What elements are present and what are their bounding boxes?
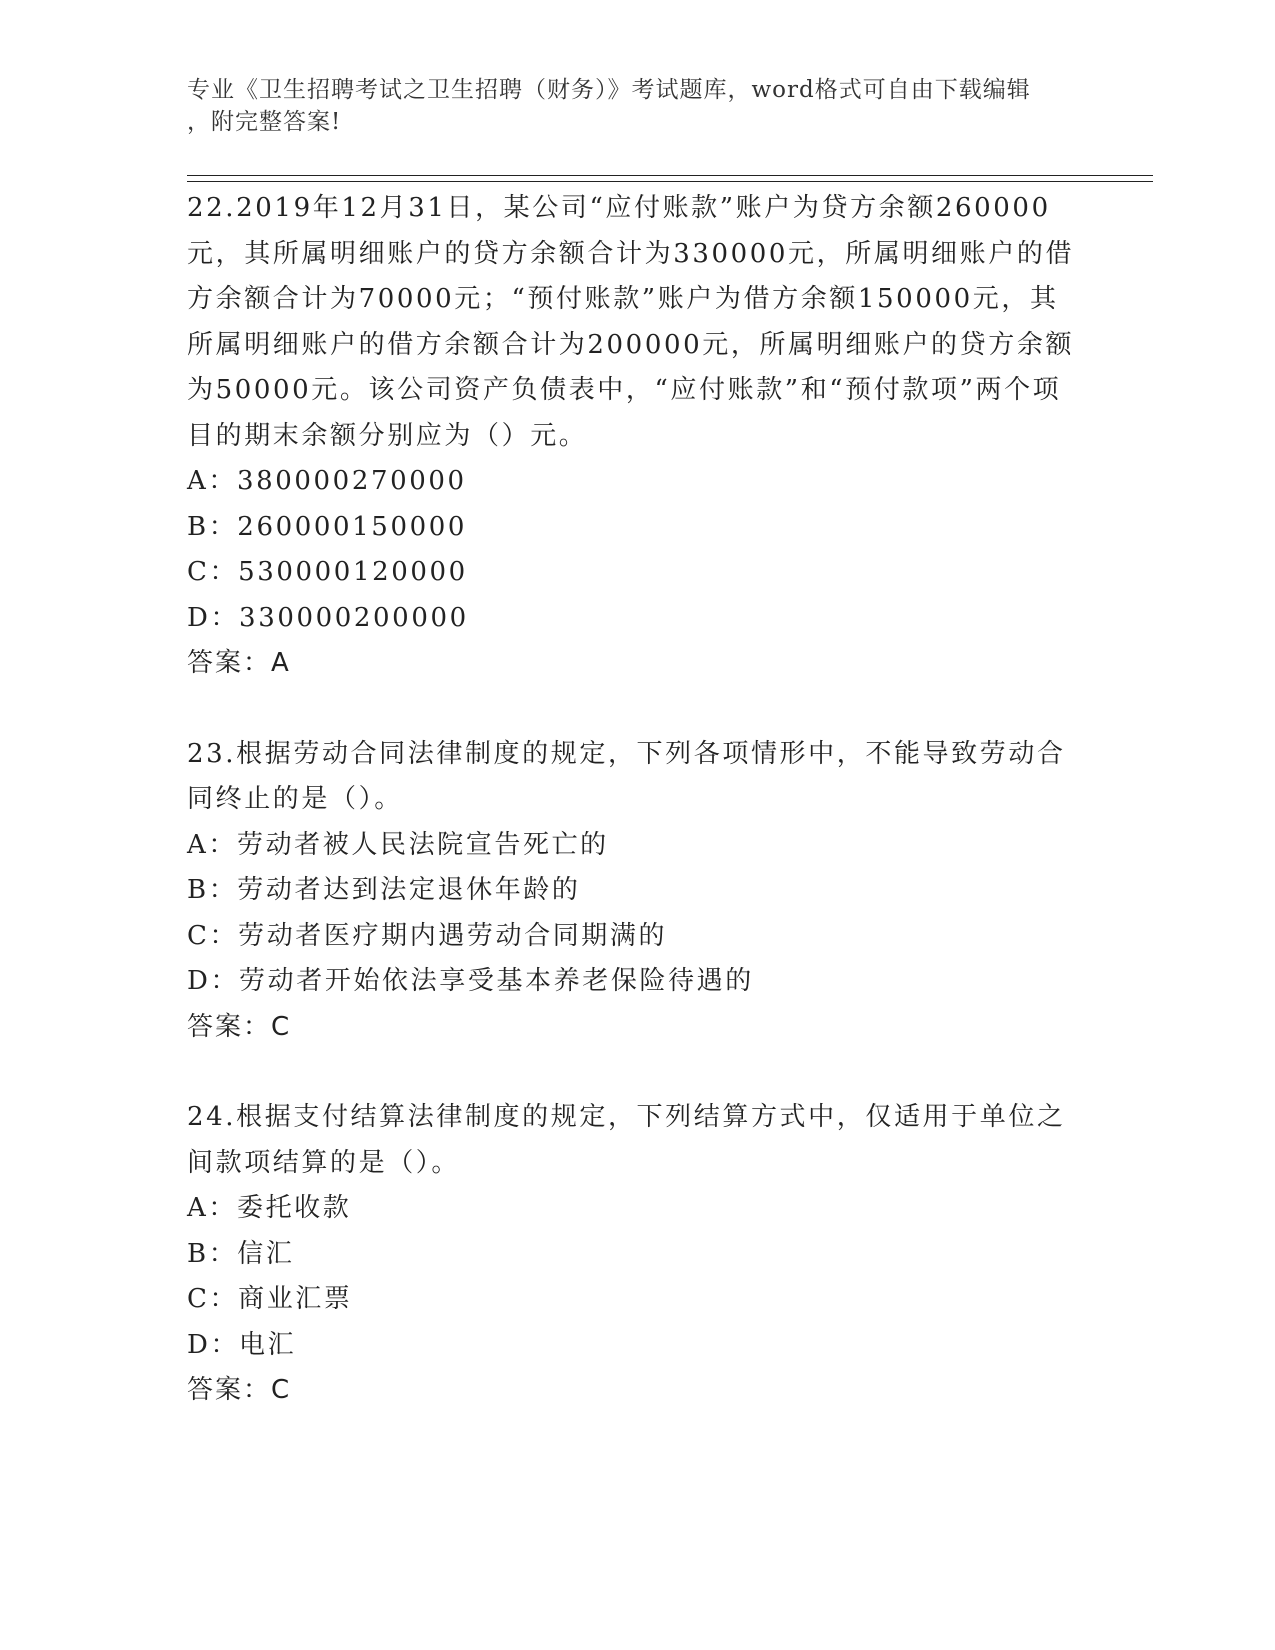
answer-line: 答案：A [187, 648, 291, 678]
option-b: B：信汇 [187, 1238, 295, 1269]
question-text: 23.根据劳动合同法律制度的规定，下列各项情形中，不能导致劳动合同终止的是（）。 [187, 738, 1066, 814]
option-d: D：劳动者开始依法享受基本养老保险待遇的 [187, 966, 754, 996]
header-divider-bottom [187, 181, 1153, 182]
question-text: 24.根据支付结算法律制度的规定，下列结算方式中，仅适用于单位之间款项结算的是（）。 [187, 1102, 1066, 1178]
option-d: D：电汇 [187, 1329, 297, 1360]
answer-line: 答案：C [187, 1375, 292, 1405]
question-spacer [187, 1050, 1087, 1095]
document-header [187, 74, 1077, 138]
option-b: B：劳动者达到法定退休年龄的 [187, 875, 581, 905]
option-c: C：530000120000 [187, 557, 468, 587]
option-c: C：商业汇票 [187, 1284, 353, 1314]
answer-line: 答案：C [187, 1011, 292, 1042]
option-a: A：委托收款 [187, 1193, 352, 1223]
question-24 [187, 1095, 1087, 1414]
question-text: 22.2019年12月31日，某公司“应付账款”账户为贷方余额260000元，其所属明细账户的贷方余额合计为330000元，所属明细账户的借方余额合计为70000元；“预付账款”账户为借方余额150000元，其所属明细账户的借方余额合计为200000元，所属明细账户的贷方余额为50000元。该公司资产负债表中，“应付账款”和“预付款项”两个项目的期末余额分别应为（）元。 [187, 193, 1075, 451]
option-a: A：380000270000 [187, 466, 467, 496]
option-b: B：260000150000 [187, 511, 468, 542]
option-c: C：劳动者医疗期内遇劳动合同期满的 [187, 920, 668, 951]
header-line-1: 专业《卫生招聘考试之卫生招聘（财务）》考试题库，word格式可自由下载编辑 [187, 77, 1031, 103]
option-a: A：劳动者被人民法院宣告死亡的 [187, 829, 609, 860]
question-22 [187, 186, 1087, 687]
question-list [187, 186, 1087, 1414]
question-23 [187, 732, 1087, 1051]
option-d: D：330000200000 [187, 602, 469, 633]
header-divider-top [187, 175, 1153, 176]
header-line-2: ，附完整答案! [187, 109, 342, 135]
question-spacer [187, 687, 1087, 732]
